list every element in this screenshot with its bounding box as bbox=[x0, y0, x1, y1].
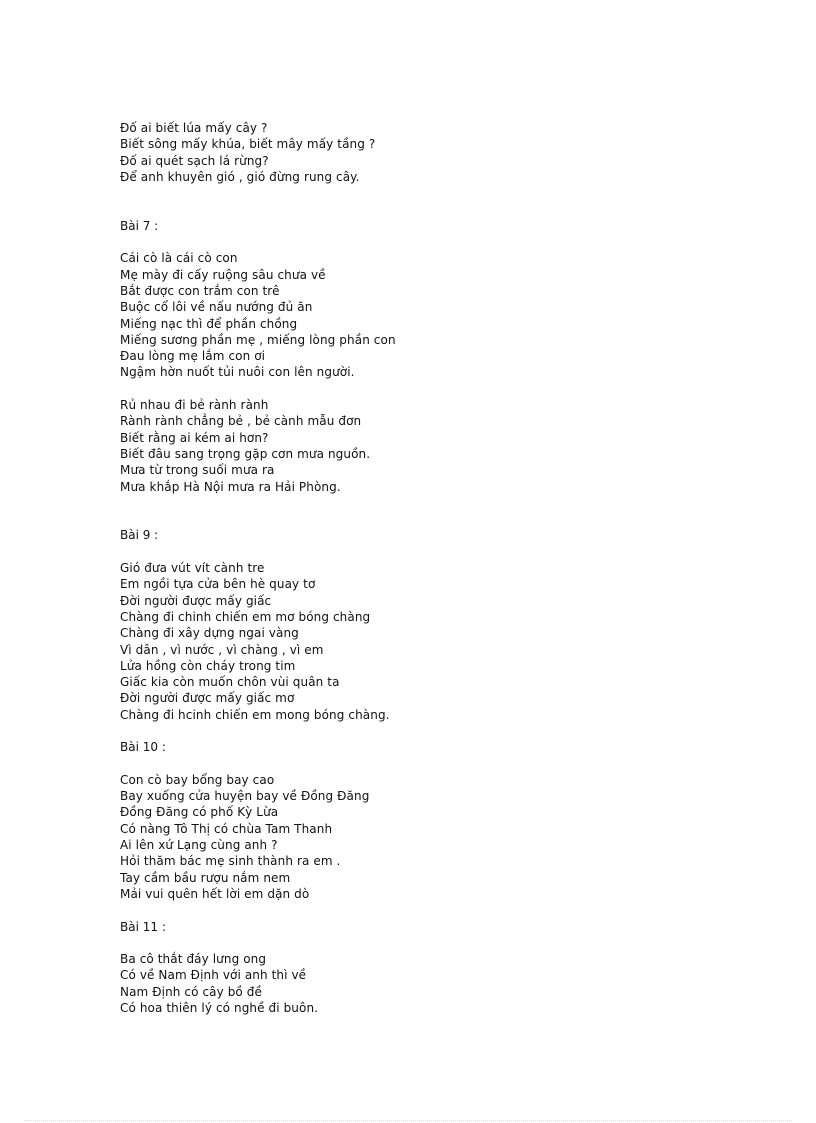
poem-line: Có về Nam Định với anh thì về bbox=[120, 968, 307, 983]
poem-line: Mẹ mày đi cấy ruộng sâu chưa về bbox=[120, 267, 326, 282]
stanza bbox=[120, 560, 720, 723]
section-bai-9 bbox=[120, 527, 720, 723]
poem-line: Có nàng Tô Thị có chùa Tam Thanh bbox=[120, 821, 333, 836]
poem-line: Chàng đi chinh chiến em mơ bóng chàng bbox=[120, 609, 371, 624]
poem-line: Đời người được mấy giấc mơ bbox=[120, 691, 295, 706]
poem-line: Bắt được con trắm con trê bbox=[120, 283, 280, 298]
poem-line: Rành rành chẳng bẻ , bẻ cành mẫu đơn bbox=[120, 414, 362, 429]
poem-line: Biết đâu sang trọng gặp cơn mưa nguồn. bbox=[120, 446, 371, 461]
stanza bbox=[120, 250, 720, 380]
poem-line: Ba cô thắt đáy lưng ong bbox=[120, 952, 267, 967]
section-heading: Bài 10 : bbox=[120, 740, 166, 755]
poem-line: Để anh khuyên gió , gió đừng rung cây. bbox=[120, 169, 360, 184]
spacer bbox=[120, 544, 720, 560]
poem-line: Giấc kia còn muốn chôn vùi quân ta bbox=[120, 675, 340, 690]
poem-line: Đố ai biết lúa mấy cây ? bbox=[120, 121, 268, 135]
poem-line: Rủ nhau đi bẻ rành rành bbox=[120, 398, 269, 413]
poem-content bbox=[120, 120, 720, 1016]
poem-line: Chàng đi hcinh chiến em mong bóng chàng. bbox=[120, 707, 390, 722]
stanza bbox=[120, 951, 720, 1016]
poem-line: Biết rằng ai kém ai hơn? bbox=[120, 430, 269, 445]
spacer bbox=[120, 234, 720, 250]
section-bai-10 bbox=[120, 739, 720, 902]
section-heading: Bài 9 : bbox=[120, 528, 159, 543]
poem-line: Mải vui quên hết lời em dặn dò bbox=[120, 886, 310, 901]
poem-line: Đố ai quét sạch lá rừng? bbox=[120, 153, 269, 168]
poem-line: Đồng Đăng có phố Kỳ Lừa bbox=[120, 805, 279, 820]
poem-line: Vì dân , vì nước , vì chàng , vì em bbox=[120, 642, 324, 657]
section-bai-7 bbox=[120, 218, 720, 495]
poem-line: Mưa khắp Hà Nội mưa ra Hải Phòng. bbox=[120, 479, 341, 494]
spacer bbox=[120, 381, 720, 397]
poem-line: Lửa hồng còn cháy trong tim bbox=[120, 658, 296, 673]
spacer bbox=[120, 756, 720, 772]
poem-line: Bay xuống cửa huyện bay về Đồng Đăng bbox=[120, 789, 370, 804]
poem-line: Gió đưa vút vít cành tre bbox=[120, 561, 265, 576]
stanza bbox=[120, 397, 720, 495]
spacer bbox=[120, 185, 720, 218]
poem-line: Biết sông mấy khúa, biết mây mấy tầng ? bbox=[120, 137, 376, 152]
section-bai-11 bbox=[120, 919, 720, 1017]
poem-line: Buộc cổ lôi về nấu nướng đủ ăn bbox=[120, 300, 313, 315]
spacer bbox=[120, 723, 720, 739]
poem-line: Con cò bay bổng bay cao bbox=[120, 772, 275, 787]
poem-line: Nam Định có cây bồ đề bbox=[120, 984, 262, 999]
poem-line: Tay cầm bầu rượu nắm nem bbox=[120, 870, 291, 885]
poem-line: Đời người được mấy giấc bbox=[120, 593, 272, 608]
poem-line: Chàng đi xây dựng ngai vàng bbox=[120, 626, 299, 641]
spacer bbox=[120, 495, 720, 528]
stanza bbox=[120, 772, 720, 902]
poem-line: Cái cò là cái cò con bbox=[120, 251, 238, 266]
poem-line: Ai lên xứ Lạng cùng anh ? bbox=[120, 838, 278, 853]
intro-stanza bbox=[120, 120, 720, 185]
poem-line: Miếng sương phần mẹ , miếng lòng phần con bbox=[120, 332, 396, 347]
spacer bbox=[120, 902, 720, 918]
poem-line: Có hoa thiên lý có nghề đi buôn. bbox=[120, 1001, 319, 1016]
section-heading: Bài 11 : bbox=[120, 919, 166, 934]
section-heading: Bài 7 : bbox=[120, 218, 159, 233]
poem-line: Hỏi thăm bác mẹ sinh thành ra em . bbox=[120, 854, 341, 869]
poem-line: Miếng nạc thì để phần chồng bbox=[120, 316, 298, 331]
poem-line: Ngậm hờn nuốt tủi nuôi con lên người. bbox=[120, 365, 355, 380]
page-bottom-divider bbox=[24, 1120, 792, 1121]
poem-line: Em ngồi tựa cửa bên hè quay tơ bbox=[120, 577, 316, 592]
poem-line: Đau lòng mẹ lắm con ơi bbox=[120, 349, 266, 364]
poem-line: Mưa từ trong suối mưa ra bbox=[120, 463, 275, 478]
spacer bbox=[120, 935, 720, 951]
